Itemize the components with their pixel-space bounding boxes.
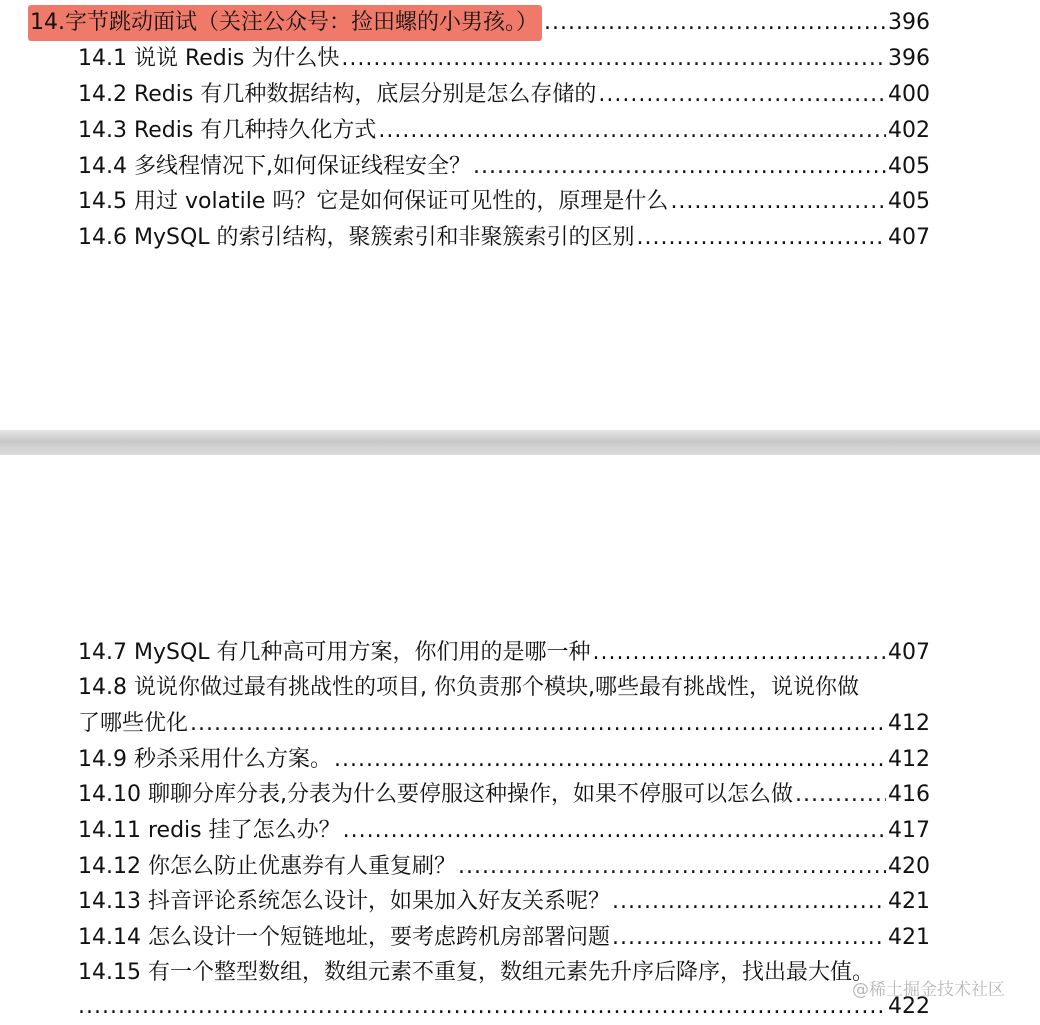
toc-entry-14-12[interactable] xyxy=(78,849,930,885)
toc-leader xyxy=(612,920,886,956)
toc-entry-14-3[interactable] xyxy=(78,113,930,149)
toc-page-number: 422 xyxy=(888,994,930,1019)
toc-page-number: 417 xyxy=(888,818,930,843)
toc-leader xyxy=(593,635,886,671)
toc-chapter-title: 14.字节跳动面试（关注公众号：捡田螺的小男孩。） xyxy=(28,5,542,41)
toc-entry-14-14[interactable] xyxy=(78,920,930,956)
toc-entry-14-7[interactable] xyxy=(78,635,930,671)
document-page-bottom xyxy=(0,455,1040,1025)
toc-leader xyxy=(473,149,886,185)
toc-leader xyxy=(670,184,886,220)
toc-page-number: 412 xyxy=(888,711,930,736)
toc-page-number: 396 xyxy=(888,46,930,71)
toc-entry-title: 14.7 MySQL 有几种高可用方案，你们用的是哪一种 xyxy=(78,640,591,665)
toc-entry-title: 14.2 Redis 有几种数据结构，底层分别是怎么存储的 xyxy=(78,82,597,107)
watermark: @稀土掘金技术社区 xyxy=(852,980,1005,1000)
toc-leader xyxy=(544,5,886,41)
toc-entry-14-15-line2[interactable] xyxy=(78,989,930,1025)
toc-leader xyxy=(612,884,886,920)
document-page-top xyxy=(0,0,1040,430)
toc-entry-14-1[interactable] xyxy=(78,41,930,77)
toc-page-number: 405 xyxy=(888,189,930,214)
toc-entry-title: 14.6 MySQL 的索引结构，聚簇索引和非聚簇索引的区别 xyxy=(78,225,635,250)
toc-entry-14-13[interactable] xyxy=(78,884,930,920)
toc-page-number: 412 xyxy=(888,747,930,772)
toc-entry-title: 14.3 Redis 有几种持久化方式 xyxy=(78,118,377,143)
toc-page-number: 402 xyxy=(888,118,930,143)
toc-leader xyxy=(343,813,886,849)
toc-page-number: 396 xyxy=(888,10,930,35)
toc-leader xyxy=(598,77,886,113)
toc-entry-title: 14.12 你怎么防止优惠券有人重复刷？ xyxy=(78,854,456,879)
toc-leader xyxy=(334,742,886,778)
toc-entry-14-4[interactable] xyxy=(78,149,930,185)
toc-leader xyxy=(637,220,886,256)
toc-leader xyxy=(795,777,886,813)
toc-entry-title: 14.1 说说 Redis 为什么快 xyxy=(78,46,340,71)
toc-entry-title: 14.5 用过 volatile 吗？它是如何保证可见性的，原理是什么 xyxy=(78,189,669,214)
toc-chapter-14[interactable] xyxy=(28,5,930,41)
toc-entry-14-6[interactable] xyxy=(78,220,930,256)
toc-entry-title: 14.9 秒杀采用什么方案。 xyxy=(78,747,332,772)
toc-entry-14-11[interactable] xyxy=(78,813,930,849)
toc-entry-title: 14.10 聊聊分库分表,分表为什么要停服这种操作，如果不停服可以怎么做 xyxy=(78,782,793,807)
page-separator xyxy=(0,430,1040,455)
toc-page-number: 421 xyxy=(888,925,930,950)
toc-entry-14-10[interactable] xyxy=(78,777,930,813)
toc-page-number: 421 xyxy=(888,889,930,914)
toc-entry-14-2[interactable] xyxy=(78,77,930,113)
toc-entry-title: 14.11 redis 挂了怎么办？ xyxy=(78,818,341,843)
toc-page-number: 400 xyxy=(888,82,930,107)
toc-leader xyxy=(190,706,886,742)
toc-page-number: 407 xyxy=(888,640,930,665)
toc-page-number: 407 xyxy=(888,225,930,250)
toc-entry-title: 14.4 多线程情况下,如何保证线程安全？ xyxy=(78,154,471,179)
toc-entry-title: 14.14 怎么设计一个短链地址，要考虑跨机房部署问题 xyxy=(78,925,610,950)
toc-page-number: 420 xyxy=(888,854,930,879)
toc-entry-title: 了哪些优化 xyxy=(78,711,189,736)
toc-page-number: 405 xyxy=(888,154,930,179)
toc-page-number: 416 xyxy=(888,782,930,807)
toc-leader xyxy=(378,113,886,149)
toc-leader xyxy=(78,989,886,1025)
toc-entry-14-8-line1[interactable]: 14.8 说说你做过最有挑战性的项目, 你负责那个模块,哪些最有挑战性，说说你做 xyxy=(78,675,859,700)
toc-entry-title: 14.13 抖音评论系统怎么设计，如果加入好友关系呢？ xyxy=(78,889,610,914)
toc-entry-14-8-line2[interactable] xyxy=(78,706,930,742)
toc-entry-14-5[interactable] xyxy=(78,184,930,220)
toc-entry-14-9[interactable] xyxy=(78,742,930,778)
toc-leader xyxy=(341,41,886,77)
toc-entry-14-15-line1[interactable]: 14.15 有一个整型数组，数组元素不重复，数组元素先升序后降序，找出最大值。 xyxy=(78,960,874,985)
toc-leader xyxy=(458,849,886,885)
